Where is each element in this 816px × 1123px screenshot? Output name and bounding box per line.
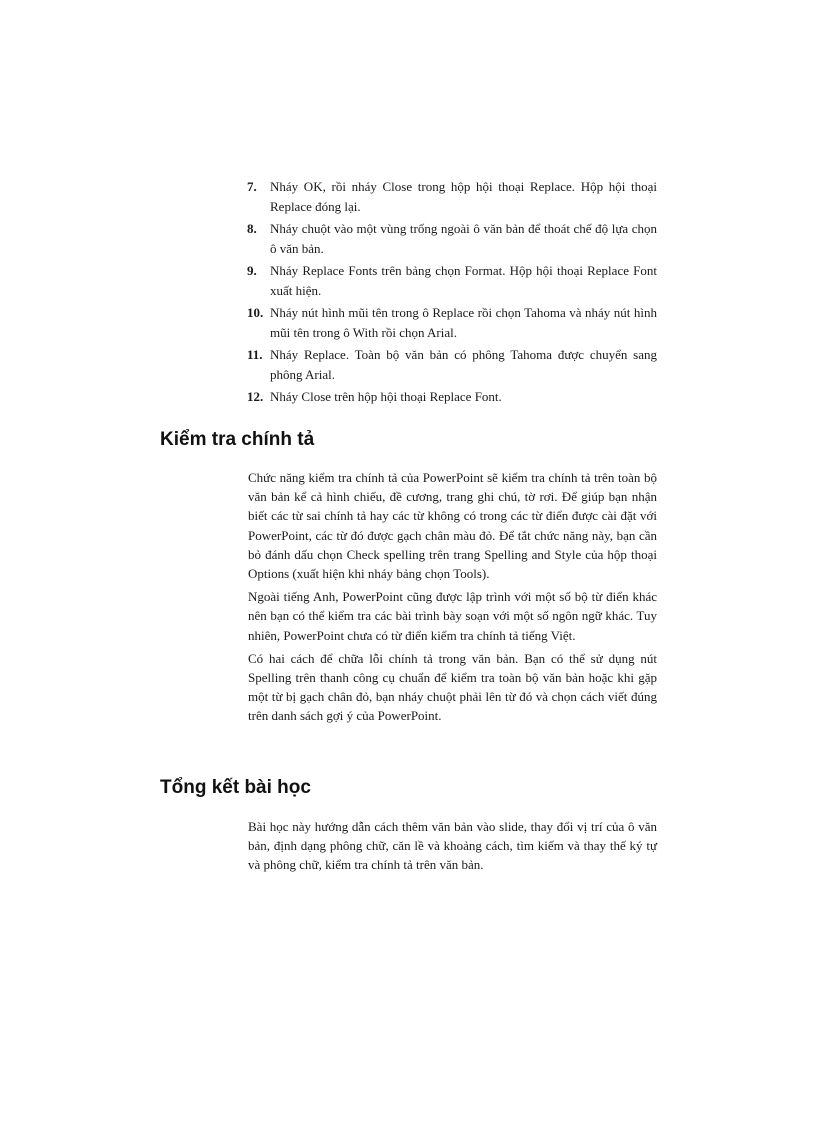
spellcheck-paragraph: Ngoài tiếng Anh, PowerPoint cũng được lập trình với một số bộ từ điển khác nên bạn có thể kiểm tra các bài trình bày soạn với một số ngôn ngữ khác. Tuy nhiên, PowerPoint chưa có từ điển kiểm tra chính tả tiếng Việt. <box>248 589 657 643</box>
step-number: 12. <box>247 389 264 404</box>
spellcheck-paragraph: Có hai cách để chữa lỗi chính tả trong văn bản. Bạn có thể sử dụng nút Spelling trên thanh công cụ chuẩn để kiểm tra toàn bộ văn bản hoặc khi gặp một từ bị gạch chân đỏ, bạn nháy chuột phải lên từ đó và chọn cách viết đúng trên danh sách gợi ý của PowerPoint. <box>248 650 657 724</box>
step-item <box>247 177 657 217</box>
step-text: Nháy nút hình mũi tên trong ô Replace rồi chọn Tahoma và nháy nút hình mũi tên trong ô With rồi chọn Arial. <box>270 305 657 340</box>
step-text: Nháy OK, rồi nháy Close trong hộp hội thoại Replace. Hộp hội thoại Replace đóng lại. <box>270 179 657 214</box>
step-item <box>247 387 657 407</box>
step-item <box>247 303 657 343</box>
step-text: Nháy chuột vào một vùng trống ngoài ô văn bản để thoát chế độ lựa chọn ô văn bản. <box>270 221 657 256</box>
step-number: 8. <box>247 221 257 236</box>
summary-heading: Tổng kết bài học <box>160 777 311 798</box>
step-item <box>247 261 657 301</box>
summary-section <box>248 817 657 879</box>
spellcheck-paragraph: Chức năng kiểm tra chính tả của PowerPoint sẽ kiểm tra chính tả trên toàn bộ văn bản kể cả hình chiếu, đề cương, trang ghi chú, tờ rơi. Để giúp bạn nhận biết các từ sai chính tả hay các từ không có trong các từ điển được cài đặt với PowerPoint, các từ đó được gạch chân màu đỏ. Để tắt chức năng này, bạn cần bỏ đánh dấu chọn Check spelling trên trang Spelling and Style của hộp thoại Options (xuất hiện khi nháy bảng chọn Tools). <box>248 470 657 582</box>
spellcheck-heading: Kiểm tra chính tả <box>160 429 315 450</box>
step-item <box>247 219 657 259</box>
step-item <box>247 345 657 385</box>
step-number: 10. <box>247 305 264 320</box>
spellcheck-section <box>248 468 657 730</box>
step-text: Nháy Close trên hộp hội thoại Replace Font. <box>270 389 502 404</box>
steps-list <box>247 177 657 409</box>
step-text: Nháy Replace Fonts trên bảng chọn Format. Hộp hội thoại Replace Font xuất hiện. <box>270 263 657 298</box>
step-number: 9. <box>247 263 257 278</box>
step-number: 11. <box>247 347 263 362</box>
step-text: Nháy Replace. Toàn bộ văn bản có phông Tahoma được chuyển sang phông Arial. <box>270 347 657 382</box>
summary-paragraph: Bài học này hướng dẫn cách thêm văn bản vào slide, thay đổi vị trí của ô văn bản, định dạng phông chữ, căn lề và khoảng cách, tìm kiếm và thay thế ký tự và phông chữ, kiểm tra chính tả trên văn bản. <box>248 819 657 873</box>
step-number: 7. <box>247 179 257 194</box>
